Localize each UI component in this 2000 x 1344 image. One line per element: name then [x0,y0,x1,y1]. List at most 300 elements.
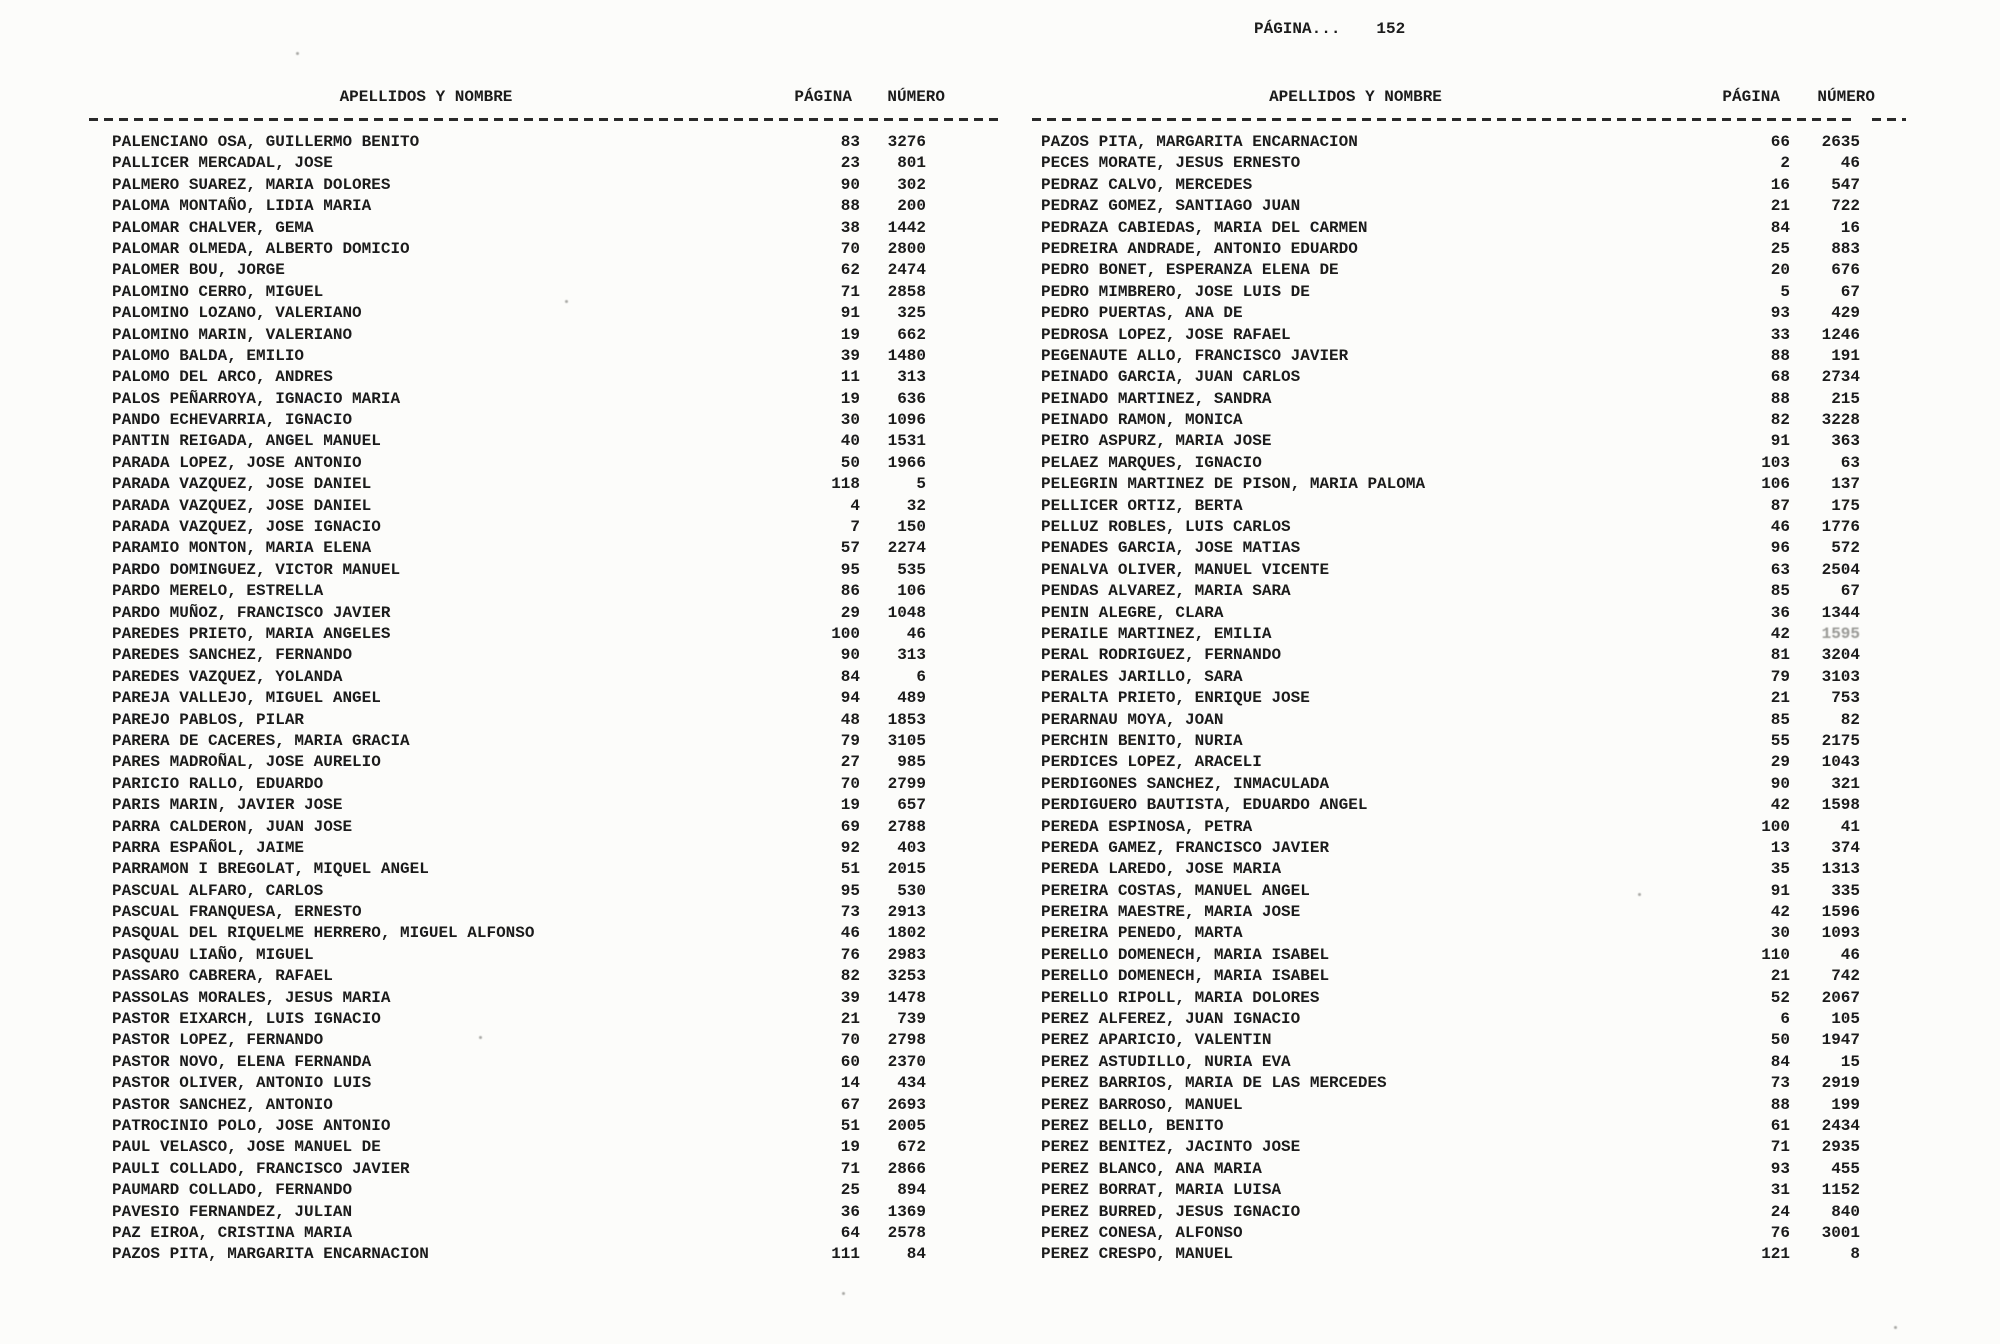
entry-page: 48 [840,710,860,729]
table-row [1041,218,1860,239]
entry-name: PEREZ ASTUDILLO, NURIA EVA [1041,1052,1291,1071]
table-row [112,453,926,474]
entry-number: 489 [897,689,926,708]
entry-name: PASTOR OLIVER, ANTONIO LUIS [112,1074,372,1093]
entry-number: 985 [897,753,926,772]
entry-name: PALOMO DEL ARCO, ANDRES [112,368,333,387]
entry-name: PEINADO RAMON, MONICA [1041,411,1243,430]
entry-number: 2983 [887,945,926,964]
entry-number: 403 [897,838,926,857]
entry-page: 88 [1770,389,1790,408]
entry-number: 2175 [1821,731,1860,750]
entry-number: 105 [1831,1010,1860,1029]
header-numero: NÚMERO [887,88,945,106]
column-left-header [112,88,945,132]
entry-number: 67 [1840,582,1860,601]
entry-page: 29 [840,603,860,622]
table-row [1041,346,1860,367]
entry-name: PEREZ CRESPO, MANUEL [1041,1245,1234,1264]
entry-page: 81 [1770,646,1790,665]
table-row [1041,902,1860,923]
table-row [112,817,926,838]
entry-name: PARES MADROÑAL, JOSE AURELIO [112,753,381,772]
table-row [112,1073,926,1094]
entry-page: 90 [1770,774,1790,793]
entry-number: 434 [897,1074,926,1093]
table-row [112,1244,926,1265]
table-row [112,1223,926,1244]
entry-number: 883 [1831,239,1860,258]
table-row [112,731,926,752]
entry-page: 21 [1770,197,1790,216]
entry-page: 79 [840,731,860,750]
entry-page: 25 [840,1181,860,1200]
entry-page: 73 [1770,1074,1790,1093]
entry-page: 83 [840,133,860,151]
entry-page: 42 [1770,796,1790,815]
entry-name: PARDO MERELO, ESTRELLA [112,582,324,601]
entry-page: 27 [840,753,860,772]
entry-name: PEGENAUTE ALLO, FRANCISCO JAVIER [1041,346,1349,365]
entry-number: 1344 [1821,603,1860,622]
entry-number: 3001 [1821,1223,1860,1242]
entry-number: 8 [1850,1245,1860,1264]
entry-name: PARRA ESPAÑOL, JAIME [112,838,305,857]
table-row [112,752,926,773]
entry-page: 91 [840,304,860,323]
entry-number: 547 [1831,175,1860,194]
entry-name: PERDIGONES SANCHEZ, INMACULADA [1041,774,1330,793]
entry-page: 39 [840,988,860,1007]
entry-page: 71 [1770,1138,1790,1157]
entry-page: 31 [1770,1181,1790,1200]
entry-page: 96 [1770,539,1790,558]
entry-name: PARADA VAZQUEZ, JOSE DANIEL [112,475,372,494]
table-row [112,688,926,709]
entry-name: PERDICES LOPEZ, ARACELI [1041,753,1262,772]
entry-name: PAREJO PABLOS, PILAR [112,710,305,729]
table-row [112,795,926,816]
table-row [1041,688,1860,709]
entry-name: PAUMARD COLLADO, FERNANDO [112,1181,353,1200]
entry-name: PERCHIN BENITO, NURIA [1041,731,1243,750]
table-row [1041,538,1860,559]
entry-number: 137 [1831,475,1860,494]
entry-page: 85 [1770,710,1790,729]
entry-number: 1480 [887,346,926,365]
entry-page: 4 [850,496,860,515]
entry-number: 150 [897,518,926,537]
entry-number: 3253 [887,967,926,986]
entry-page: 69 [840,817,860,836]
table-row [1041,282,1860,303]
entry-name: PELEGRIN MARTINEZ DE PISON, MARIA PALOMA [1041,475,1426,494]
entry-number: 1152 [1821,1181,1860,1200]
entry-number: 67 [1840,282,1860,301]
table-row [1041,453,1860,474]
header-numero: NÚMERO [1817,88,1875,106]
table-row [1041,1223,1860,1244]
table-row [112,1180,926,1201]
table-row [1041,1180,1860,1201]
entry-page: 16 [1770,175,1790,194]
entry-number: 3228 [1821,411,1860,430]
table-row [1041,667,1860,688]
entry-page: 33 [1770,325,1790,344]
entry-number: 1595 [1821,624,1860,643]
entry-page: 21 [840,1010,860,1029]
entry-name: PAREJA VALLEJO, MIGUEL ANGEL [112,689,381,708]
table-row [112,325,926,346]
column-left [112,88,945,1266]
table-row [112,132,926,153]
table-row [1041,410,1860,431]
entry-name: PASTOR NOVO, ELENA FERNANDA [112,1052,372,1071]
entry-number: 1596 [1821,903,1860,922]
entry-number: 325 [897,304,926,323]
entry-name: PEINADO GARCIA, JUAN CARLOS [1041,368,1301,387]
entry-number: 1966 [887,453,926,472]
entry-name: PASQUAL DEL RIQUELME HERRERO, MIGUEL ALFONSO [112,924,535,943]
entry-page: 25 [1770,239,1790,258]
entry-number: 84 [906,1245,926,1264]
entry-number: 363 [1831,432,1860,451]
entry-page: 95 [840,881,860,900]
entry-name: PAZOS PITA, MARGARITA ENCARNACION [112,1245,429,1264]
entry-page: 50 [1770,1031,1790,1050]
entry-page: 88 [1770,1095,1790,1114]
entry-page: 30 [1770,924,1790,943]
scan-speck [842,1292,845,1295]
entry-number: 572 [1831,539,1860,558]
entry-name: PANDO ECHEVARRIA, IGNACIO [112,411,353,430]
table-row [1041,1030,1860,1051]
entry-name: PARERA DE CACERES, MARIA GRACIA [112,731,410,750]
table-row [112,1137,926,1158]
entry-page: 36 [1770,603,1790,622]
scan-speck [1638,893,1641,896]
entry-page: 76 [840,945,860,964]
table-row [1041,474,1860,495]
page-header [1254,20,1405,38]
entry-number: 1246 [1821,325,1860,344]
entry-number: 662 [897,325,926,344]
column-left-rows [112,132,926,1266]
entry-name: PASSARO CABRERA, RAFAEL [112,967,333,986]
table-row [1041,603,1860,624]
entry-number: 1369 [887,1202,926,1221]
entry-number: 106 [897,582,926,601]
entry-number: 1478 [887,988,926,1007]
entry-name: PEREIRA PENEDO, MARTA [1041,924,1243,943]
entry-name: PARRAMON I BREGOLAT, MIQUEL ANGEL [112,860,429,879]
entry-page: 106 [1761,475,1790,494]
entry-number: 1096 [887,411,926,430]
table-row [112,988,926,1009]
header-apellidos: APELLIDOS Y NOMBRE [1269,88,1442,106]
entry-page: 20 [1770,261,1790,280]
table-row [1041,239,1860,260]
entry-name: PALOMINO MARIN, VALERIANO [112,325,353,344]
entry-name: PAULI COLLADO, FRANCISCO JAVIER [112,1159,410,1178]
table-row [112,410,926,431]
entry-number: 742 [1831,967,1860,986]
entry-name: PAREDES SANCHEZ, FERNANDO [112,646,353,665]
table-row [112,859,926,880]
table-row [1041,710,1860,731]
entry-number: 63 [1840,453,1860,472]
entry-number: 2474 [887,261,926,280]
entry-page: 76 [1770,1223,1790,1242]
column-right-header [1041,88,1875,132]
entry-page: 19 [840,325,860,344]
entry-page: 61 [1770,1116,1790,1135]
entry-name: PALOMER BOU, JORGE [112,261,285,280]
entry-number: 1048 [887,603,926,622]
entry-page: 90 [840,646,860,665]
table-row [1041,153,1860,174]
table-row [112,1116,926,1137]
entry-number: 82 [1840,710,1860,729]
entry-name: PALOMAR OLMEDA, ALBERTO DOMICIO [112,239,410,258]
table-row [1041,859,1860,880]
entry-name: PARAMIO MONTON, MARIA ELENA [112,539,372,558]
table-row [1041,517,1860,538]
entry-number: 2067 [1821,988,1860,1007]
entry-name: PARDO DOMINGUEZ, VICTOR MANUEL [112,560,401,579]
entry-page: 84 [840,667,860,686]
entry-page: 7 [850,518,860,537]
entry-page: 94 [840,689,860,708]
entry-name: PALOMA MONTAÑO, LIDIA MARIA [112,197,372,216]
entry-page: 24 [1770,1202,1790,1221]
entry-number: 46 [1840,945,1860,964]
entry-page: 118 [831,475,860,494]
header-pagina: PÁGINA [1722,88,1780,106]
entry-page: 84 [1770,218,1790,237]
entry-page: 71 [840,1159,860,1178]
table-row [1041,1009,1860,1030]
entry-page: 60 [840,1052,860,1071]
entry-page: 85 [1770,582,1790,601]
entry-page: 19 [840,796,860,815]
entry-number: 321 [1831,774,1860,793]
table-row [112,389,926,410]
entry-page: 21 [1770,689,1790,708]
entry-page: 52 [1770,988,1790,1007]
entry-number: 2370 [887,1052,926,1071]
entry-name: PEREIRA COSTAS, MANUEL ANGEL [1041,881,1310,900]
entry-page: 73 [840,903,860,922]
table-row [112,218,926,239]
entry-number: 801 [897,154,926,173]
entry-name: PEREZ BARRIOS, MARIA DE LAS MERCEDES [1041,1074,1387,1093]
entry-page: 42 [1770,903,1790,922]
dashed-rule-right-tail [1872,118,1906,121]
table-row [112,560,926,581]
entry-page: 67 [840,1095,860,1114]
entry-page: 87 [1770,496,1790,515]
entry-name: PELAEZ MARQUES, IGNACIO [1041,453,1262,472]
entry-name: PARIS MARIN, JAVIER JOSE [112,796,343,815]
entry-number: 3204 [1821,646,1860,665]
table-row [1041,175,1860,196]
header-pagina: PÁGINA [794,88,852,106]
entry-page: 91 [1770,881,1790,900]
entry-page: 29 [1770,753,1790,772]
entry-page: 90 [840,175,860,194]
entry-number: 2788 [887,817,926,836]
entry-name: PEDROSA LOPEZ, JOSE RAFAEL [1041,325,1291,344]
entry-name: PELLUZ ROBLES, LUIS CARLOS [1041,518,1291,537]
entry-name: PATROCINIO POLO, JOSE ANTONIO [112,1116,391,1135]
entry-page: 86 [840,582,860,601]
entry-page: 70 [840,239,860,258]
entry-name: PENDAS ALVAREZ, MARIA SARA [1041,582,1291,601]
entry-name: PALOS PEÑARROYA, IGNACIO MARIA [112,389,401,408]
table-row [1041,1052,1860,1073]
entry-number: 3276 [887,133,926,151]
entry-page: 70 [840,774,860,793]
entry-page: 35 [1770,860,1790,879]
table-row [1041,496,1860,517]
entry-number: 3105 [887,731,926,750]
entry-page: 46 [1770,518,1790,537]
entry-number: 535 [897,560,926,579]
entry-name: PERAILE MARTINEZ, EMILIA [1041,624,1272,643]
entry-number: 2015 [887,860,926,879]
entry-page: 88 [1770,346,1790,365]
entry-number: 2800 [887,239,926,258]
entry-number: 1853 [887,710,926,729]
table-row [112,260,926,281]
entry-name: PERALTA PRIETO, ENRIQUE JOSE [1041,689,1310,708]
entry-number: 15 [1840,1052,1860,1071]
entry-number: 2913 [887,903,926,922]
entry-name: PAREDES VAZQUEZ, YOLANDA [112,667,343,686]
entry-name: PECES MORATE, JESUS ERNESTO [1041,154,1301,173]
entry-number: 636 [897,389,926,408]
entry-page: 21 [1770,967,1790,986]
table-row [1041,1202,1860,1223]
entry-name: PEREZ BARROSO, MANUEL [1041,1095,1243,1114]
entry-page: 64 [840,1223,860,1242]
entry-number: 313 [897,646,926,665]
entry-number: 313 [897,368,926,387]
entry-page: 93 [1770,304,1790,323]
table-row [1041,752,1860,773]
entry-page: 19 [840,1138,860,1157]
table-row [112,923,926,944]
table-row [112,282,926,303]
entry-name: PEDRO MIMBRERO, JOSE LUIS DE [1041,282,1310,301]
entry-page: 38 [840,218,860,237]
entry-number: 46 [906,624,926,643]
entry-page: 23 [840,154,860,173]
entry-name: PALOMINO LOZANO, VALERIANO [112,304,362,323]
entry-number: 1531 [887,432,926,451]
entry-name: PALOMINO CERRO, MIGUEL [112,282,324,301]
entry-number: 1802 [887,924,926,943]
entry-page: 2 [1780,154,1790,173]
entry-number: 46 [1840,154,1860,173]
entry-number: 2734 [1821,368,1860,387]
entry-name: PEDREIRA ANDRADE, ANTONIO EDUARDO [1041,239,1358,258]
entry-number: 840 [1831,1202,1860,1221]
entry-page: 68 [1770,368,1790,387]
table-row [112,966,926,987]
table-row [1041,1073,1860,1094]
entry-name: PENIN ALEGRE, CLARA [1041,603,1224,622]
entry-number: 2504 [1821,560,1860,579]
column-right [1041,88,1875,1266]
table-row [1041,966,1860,987]
table-row [112,710,926,731]
table-row [112,774,926,795]
table-row [112,1009,926,1030]
table-row [1041,624,1860,645]
entry-page: 62 [840,261,860,280]
entry-number: 5 [916,475,926,494]
entry-page: 92 [840,838,860,857]
entry-page: 71 [840,282,860,301]
entry-name: PARADA VAZQUEZ, JOSE DANIEL [112,496,372,515]
table-row [1041,367,1860,388]
entry-number: 2935 [1821,1138,1860,1157]
entry-name: PARADA LOPEZ, JOSE ANTONIO [112,453,362,472]
entry-page: 110 [1761,945,1790,964]
entry-name: PEREZ BURRED, JESUS IGNACIO [1041,1202,1301,1221]
entry-page: 103 [1761,453,1790,472]
header-apellidos: APELLIDOS Y NOMBRE [339,88,513,106]
entry-number: 175 [1831,496,1860,515]
table-row [112,838,926,859]
entry-page: 50 [840,453,860,472]
scan-speck [296,52,299,55]
entry-name: PEREZ BLANCO, ANA MARIA [1041,1159,1262,1178]
entry-page: 5 [1780,282,1790,301]
entry-page: 91 [1770,432,1790,451]
entry-name: PEIRO ASPURZ, MARIA JOSE [1041,432,1272,451]
entry-name: PEREDA GAMEZ, FRANCISCO JAVIER [1041,838,1330,857]
table-row [112,945,926,966]
entry-page: 11 [840,368,860,387]
table-row [1041,923,1860,944]
entry-page: 111 [831,1245,860,1264]
entry-page: 84 [1770,1052,1790,1071]
table-row [1041,431,1860,452]
table-row [112,538,926,559]
entry-page: 121 [1761,1245,1790,1264]
entry-number: 1598 [1821,796,1860,815]
entry-page: 95 [840,560,860,579]
entry-page: 40 [840,432,860,451]
entry-name: PEREIRA MAESTRE, MARIA JOSE [1041,903,1301,922]
table-row [112,517,926,538]
entry-number: 215 [1831,389,1860,408]
entry-name: PEREZ BENITEZ, JACINTO JOSE [1041,1138,1301,1157]
entry-page: 36 [840,1202,860,1221]
entry-name: PAVESIO FERNANDEZ, JULIAN [112,1202,353,1221]
entry-number: 302 [897,175,926,194]
table-row [1041,560,1860,581]
table-row [1041,303,1860,324]
entry-name: PEDRO BONET, ESPERANZA ELENA DE [1041,261,1339,280]
entry-number: 672 [897,1138,926,1157]
entry-name: PENADES GARCIA, JOSE MATIAS [1041,539,1301,558]
entry-number: 16 [1840,218,1860,237]
table-row [112,431,926,452]
